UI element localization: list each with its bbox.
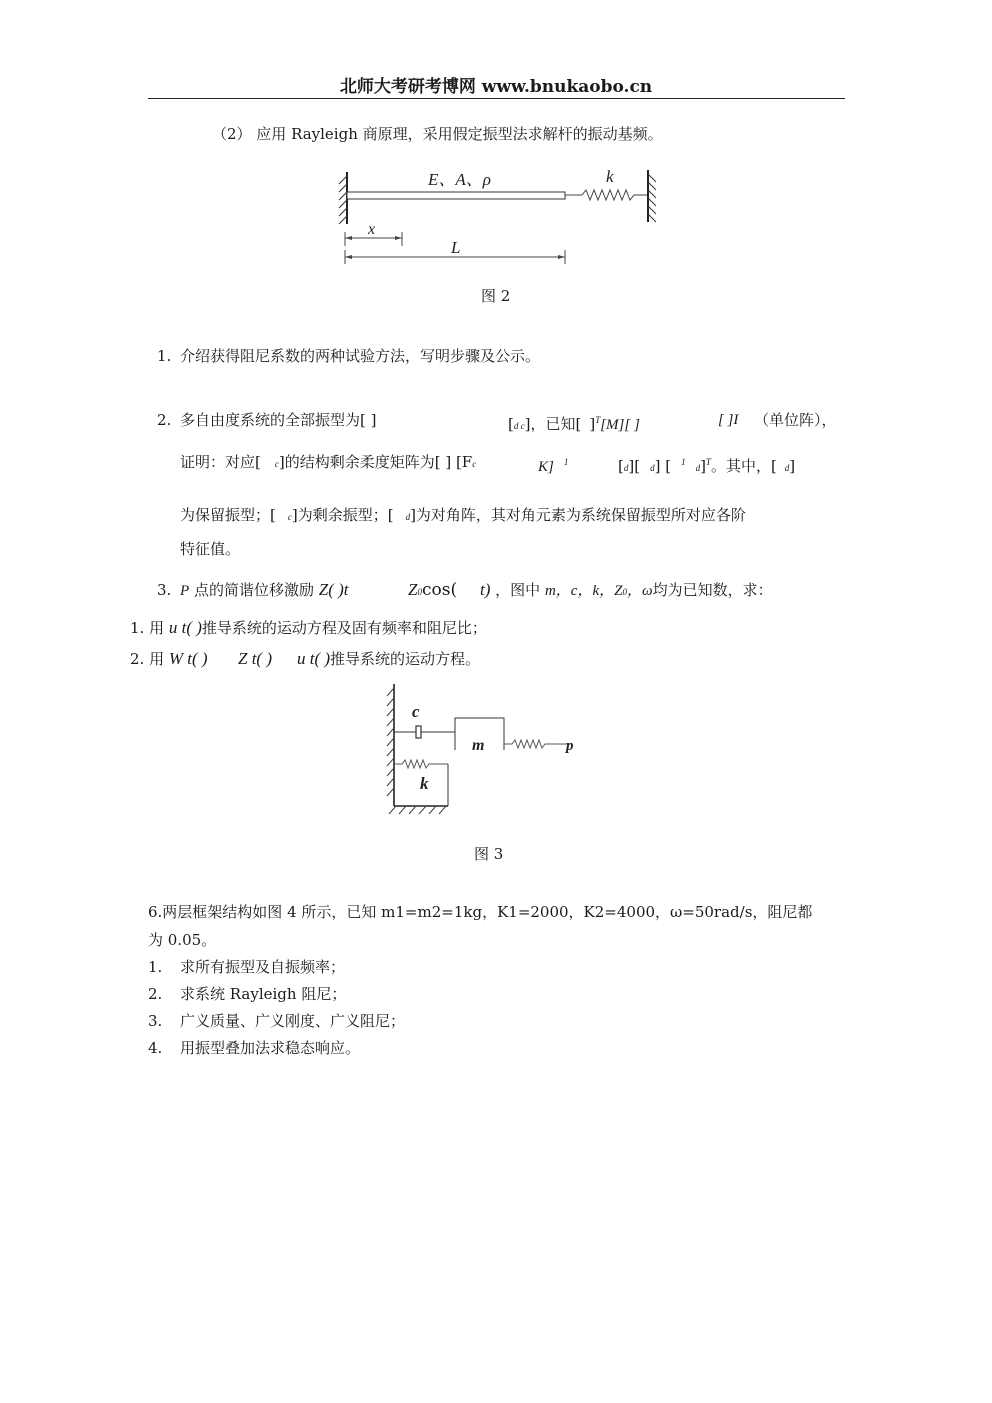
q6-item-1: 求所有振型及自振频率； — [180, 958, 346, 976]
q3-params-end: ，ω — [626, 583, 653, 599]
sub1-line — [130, 618, 487, 638]
q2-l2-g-sup: T — [705, 457, 711, 467]
q2-line4: 特征值。 — [180, 540, 241, 558]
q2-line3 — [180, 505, 746, 527]
q2-l1-f: [ ]I — [718, 412, 739, 428]
q6-item-4: 用振型叠加法求稳态响应。 — [180, 1039, 361, 1057]
figure-3-caption: 图 3 — [474, 845, 504, 863]
q2-line1-phi — [508, 410, 640, 436]
q3-params: m，c，k，Z — [544, 583, 623, 599]
q2-l2-g: ] — [700, 457, 706, 475]
fig2-L-label: L — [451, 238, 461, 257]
q2-l3-a: 为保留振型；[ — [180, 506, 276, 524]
header-rule — [148, 98, 845, 99]
figure-3-diagram — [378, 680, 583, 820]
sub2-prefix: 2. 用 — [130, 650, 165, 668]
q2-line2-rest — [618, 452, 795, 478]
q3-text-a: 点的简谐位移激励 — [193, 581, 314, 599]
q2-l2-h: 。其中，[ — [710, 457, 777, 475]
fig2-x-label: x — [368, 221, 376, 238]
q6-item-num-1: 1. — [148, 958, 163, 976]
q6-item-num-2: 2. — [148, 985, 163, 1003]
q2-l2-c-sup: 1 — [563, 457, 569, 467]
q3-p: P — [180, 583, 190, 599]
q2-l1-b-sub: d c — [513, 421, 525, 431]
q1-text: 介绍获得阻尼系数的两种试验方法，写明步骤及公示。 — [180, 347, 541, 365]
q2-l2-i: ] — [789, 457, 796, 475]
q6-item-num-4: 4. — [148, 1039, 163, 1057]
q2-l2-a-sub: c — [274, 459, 279, 469]
sub2-line-b — [238, 649, 272, 669]
part2-text: （2） 应用 Rayleigh 商原理，采用假定振型法求解杆的振动基频。 — [212, 125, 663, 143]
q2-line1 — [180, 410, 376, 430]
page-header: 北师大考研考博网 www.bnukaobo.cn — [339, 77, 653, 97]
q6-item-num-3: 3. — [148, 1012, 163, 1030]
figure-2-caption: 图 2 — [481, 287, 511, 305]
q2-l3-a-sub: c — [287, 512, 292, 522]
q3-formula-end — [480, 580, 773, 602]
q3-formula-b-sub: 0 — [417, 587, 422, 597]
fig2-bar-label: E、A、ρ — [428, 170, 491, 189]
fig2-spring-label: k — [606, 167, 614, 186]
sub2-line-c — [297, 649, 480, 669]
sub1-prefix: 1. 用 — [130, 619, 165, 637]
q2-l2-b-sub: c — [472, 459, 477, 469]
q2-l1-d-sup: T — [595, 415, 601, 425]
figure-2-diagram — [330, 164, 670, 274]
q2-l2-a: 证明：对应[ — [180, 453, 261, 471]
sub2-var-a: W t( ) — [168, 649, 208, 668]
q2-l1-b: [ — [508, 415, 514, 433]
q3-params-sub: 0 — [622, 587, 627, 597]
sub2-text: 推导系统的运动方程。 — [330, 650, 481, 668]
q6-line1: 6.两层框架结构如图 4 所示，已知 m1=m2=1kg，K1=2000，K2=4000，ω=50rad/s，阻尼都 — [148, 903, 813, 921]
sub2-line — [130, 649, 208, 669]
sub1-text: 推导系统的运动方程及固有频率和阻尼比； — [201, 619, 487, 637]
q2-line2-k — [538, 452, 568, 477]
q2-l3-b-sub: d — [405, 512, 411, 522]
q2-l1-e: [M][ ] — [600, 417, 640, 433]
q2-number: 2. — [157, 411, 172, 429]
q2-l2-e-sub: d — [650, 463, 655, 473]
fig3-c-label: c — [412, 702, 420, 721]
q6-item-3: 广义质量、广义刚度、广义阻尼； — [180, 1012, 406, 1030]
q3-formula-right — [408, 580, 457, 602]
q2-l2-b: ]的结构剩余柔度矩阵为[ ] [F — [278, 453, 473, 471]
q2-l2-h-sub: d — [784, 463, 790, 473]
q3-formula-c: cos( — [421, 580, 458, 600]
q3-formula-d: t) — [480, 580, 491, 599]
q2-l1-d: ] — [589, 415, 596, 433]
sub2-var-b: Z t( ) — [238, 649, 272, 668]
q2-l3-b: ]为剩余振型；[ — [291, 506, 394, 524]
q3-number: 3. — [157, 581, 172, 599]
sub1-var: u t( ) — [168, 618, 202, 637]
q6-line2: 为 0.05。 — [148, 931, 217, 949]
q2-l2-f: ] [ — [654, 457, 672, 475]
q6-item-2: 求系统 Rayleigh 阻尼； — [180, 985, 347, 1003]
q2-l2-d-sub: d — [623, 463, 629, 473]
q1-number: 1. — [157, 347, 172, 365]
q2-line2 — [180, 452, 476, 474]
q2-l2-f-sup: 1 — [681, 457, 686, 467]
q2-l1-c: ]，已知[ — [524, 415, 582, 433]
q2-l2-d: [ — [618, 457, 624, 475]
q3-formula-a: Z( )t — [318, 580, 349, 599]
q2-l3-c: ]为对角阵，其对角元素为系统保留振型所对应各阶 — [410, 506, 746, 524]
q2-l1-a: 多自由度系统的全部振型为[ ] — [180, 411, 377, 429]
q2-l2-c: K] — [538, 459, 554, 475]
q3-line — [180, 580, 349, 601]
q3-formula-b: Z — [408, 580, 418, 599]
q3-text-b: ，图中 — [495, 581, 541, 599]
fig3-p-label: p — [566, 738, 574, 754]
fig3-k-label: k — [420, 774, 429, 793]
q3-text-c: 均为已知数，求： — [652, 581, 773, 599]
fig3-m-label: m — [472, 737, 485, 754]
sub2-var-c: u t( ) — [297, 649, 331, 668]
q2-l2-g-sub: d — [695, 463, 701, 473]
q2-l1-g: （单位阵）， — [754, 411, 837, 429]
q2-l2-e: ][ — [628, 457, 641, 475]
